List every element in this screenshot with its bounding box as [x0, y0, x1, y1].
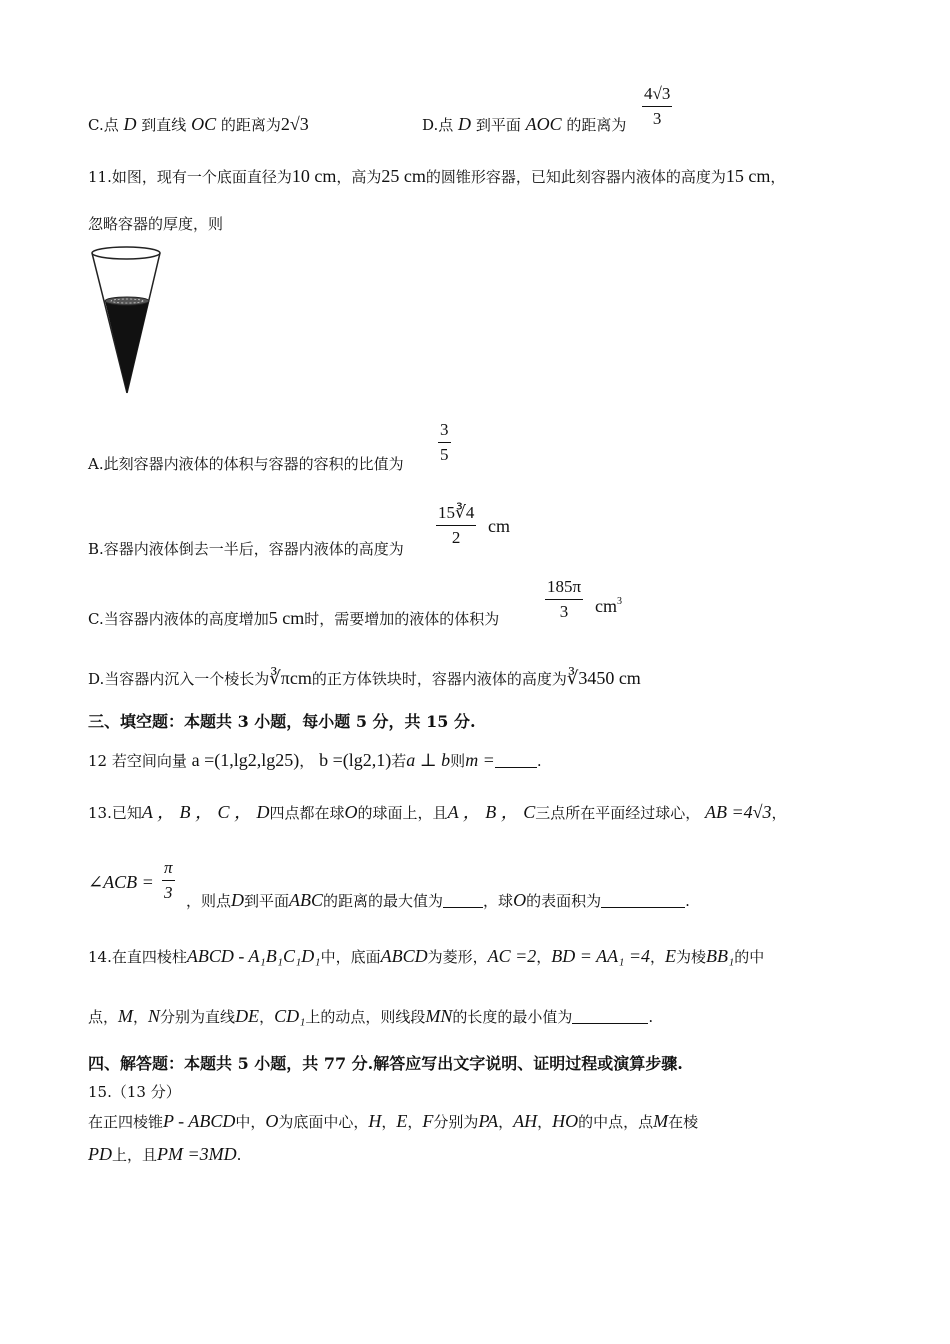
q15-pd: PD — [88, 1144, 112, 1164]
q11-option-a: A.此刻容器内液体的体积与容器的容积的比值为 — [88, 455, 404, 473]
q10-d-tail: 的距离为 — [566, 116, 627, 134]
q15-point-e: E — [396, 1111, 408, 1131]
q10-d-denominator: 3 — [652, 109, 662, 128]
q14-point-e: E — [665, 946, 676, 966]
q11-stem-line2: 忽略容器的厚度，则 — [88, 215, 224, 233]
q11-c-numerator: 185π — [545, 577, 583, 600]
q12-vector-b: b =(lg2,1) — [319, 750, 392, 770]
q10-c-mid: 到直线 — [141, 116, 187, 134]
q13-sphere-o-2: O — [513, 890, 527, 910]
q12 — [88, 750, 542, 771]
q12-comma: ， — [299, 752, 315, 770]
q12-text-b: 若 — [391, 752, 407, 770]
q10-option-d — [422, 114, 626, 135]
q15-pa: PA — [478, 1111, 499, 1131]
q13-ab: AB =4√3 — [705, 802, 772, 822]
q13-points-abcd: A ， B ， C ， D — [141, 802, 270, 822]
q11-a-fraction — [438, 420, 451, 465]
q14-comma-1: ， — [536, 948, 552, 966]
q10-d-fraction — [642, 84, 672, 129]
section-4-heading: 四、解答题：本题共 5 小题，共 77 分.解答应写出文字说明、证明过程或演算步骤. — [88, 1054, 683, 1073]
q11-d-label: D.当容器内沉入一个棱长为 — [88, 670, 270, 688]
q14-comma-4: ， — [259, 1008, 275, 1026]
q14-text-h: 的长度的最小值为 — [452, 1008, 573, 1026]
q10-c-value: 2√3 — [280, 114, 309, 134]
q11-a-numerator: 3 — [438, 420, 451, 443]
q15-ho: HO — [552, 1111, 579, 1131]
q13-text-a: 13.已知 — [88, 804, 142, 822]
q11-stem-b: ，高为 — [336, 168, 382, 186]
q13-angle: ∠ACB = — [88, 872, 154, 892]
q11-c-denominator: 3 — [559, 602, 569, 621]
q13-angle-numerator: π — [162, 858, 175, 881]
q11-option-c — [88, 608, 499, 629]
cone-container-figure — [88, 243, 166, 398]
q14-text-e: 的中 — [734, 948, 765, 966]
q12-m-eq: m = — [465, 750, 495, 770]
q10-c-point: D — [123, 114, 137, 134]
q11-c-fraction — [545, 577, 583, 622]
q14-line1 — [88, 946, 764, 967]
q15-pm: PM =3MD — [157, 1144, 237, 1164]
q11-c-unit-text: cm — [595, 596, 617, 616]
q12-perp: a ⊥ b — [406, 750, 451, 770]
q13-point-d: D — [231, 890, 245, 910]
q10-c-label: C.点 — [88, 116, 119, 134]
q15-point-f: F — [422, 1111, 434, 1131]
q15-text-e: 的中点，点 — [578, 1113, 654, 1131]
q10-d-label: D.点 — [422, 116, 454, 134]
q11-option-d — [88, 668, 641, 689]
q14-prism: ABCD - A₁B₁C₁D₁ — [186, 946, 321, 966]
q10-option-c — [88, 114, 309, 135]
q14-line-cd1: CD₁ — [274, 1006, 306, 1026]
q11-stem-c: 的圆锥形容器，已知此刻容器内液体的高度为 — [425, 168, 726, 186]
q13-line1 — [88, 802, 787, 823]
q12-end: . — [536, 752, 542, 770]
q11-height: 25 cm — [381, 166, 426, 186]
liquid-surface — [105, 297, 149, 305]
q11-liquid-height: 15 cm — [725, 166, 771, 186]
q14-edge-bb1: BB₁ — [706, 946, 735, 966]
q12-blank[interactable] — [495, 753, 537, 768]
q15-text-a: 在正四棱锥 — [88, 1113, 164, 1131]
q14-text-f: 分别为直线 — [160, 1008, 236, 1026]
q11-c-unit — [595, 592, 622, 616]
q14-comma-2: ， — [649, 948, 665, 966]
q13-blank-2[interactable] — [601, 893, 685, 908]
q13-plane-abc: ABC — [289, 890, 324, 910]
q13-angle-fraction — [162, 858, 175, 903]
q14-text-c: 为菱形， — [427, 948, 488, 966]
q14-point-n: N — [148, 1006, 161, 1026]
q13-angle-denominator: 3 — [164, 883, 173, 902]
q14-comma-3: ， — [133, 1008, 149, 1026]
cone-rim — [92, 247, 160, 259]
q11-d-mid: 的正方体铁块时，容器内液体的高度为 — [311, 670, 567, 688]
q14-line2-a: 点， — [88, 1008, 119, 1026]
q10-c-tail: 的距离为 — [220, 116, 281, 134]
q11-b-numerator: 15∛4 — [436, 503, 476, 526]
q10-d-plane: AOC — [525, 114, 562, 134]
q13-comma: ， — [771, 804, 787, 822]
q11-b-fraction — [436, 503, 476, 548]
q15-pyramid: P - ABCD — [163, 1111, 236, 1131]
q11-stem-a: 11.如图，现有一个底面直径为 — [88, 168, 292, 186]
q13-sphere-o: O — [344, 802, 358, 822]
q11-a-denominator: 5 — [440, 445, 449, 464]
q14-text-g: 上的动点，则线段 — [305, 1008, 426, 1026]
q15-line2 — [88, 1144, 241, 1165]
q15-point-o: O — [265, 1111, 279, 1131]
q14-ac: AC =2 — [487, 946, 537, 966]
q11-c-label: C.当容器内液体的高度增加 — [88, 610, 269, 628]
q15-text-d: 分别为 — [433, 1113, 479, 1131]
q13-points-abc: A ， B ， C — [447, 802, 536, 822]
q10-d-point: D — [458, 114, 472, 134]
q14-bd: BD = AA₁ =4 — [551, 946, 650, 966]
q12-vector-a: a =(1,lg2,lg25) — [191, 750, 300, 770]
q15-point-h: H — [368, 1111, 382, 1131]
q13-end: . — [685, 892, 690, 910]
q13-text-b: 四点都在球 — [269, 804, 345, 822]
q13-text-f: 到平面 — [244, 892, 290, 910]
q15-ah: AH — [513, 1111, 538, 1131]
q13-text-i: 的表面积为 — [526, 892, 602, 910]
q12-text-c: 则 — [450, 752, 466, 770]
q11-c-increase: 5 cm — [268, 608, 305, 628]
q14-text-b: 中，底面 — [320, 948, 381, 966]
q11-d-edge: ∛πcm — [269, 668, 312, 688]
q15-line1: 在正四棱锥P - ABCD中，O为底面中心，H，E，F分别为PA，AH，HO的中点，点M在棱 — [88, 1111, 699, 1131]
q15-text-f: 在棱 — [668, 1113, 699, 1131]
q11-d-value: ∛3450 cm — [566, 668, 641, 688]
q13-text-c: 的球面上，且 — [357, 804, 448, 822]
q15-point-m: M — [653, 1111, 669, 1131]
q13-text-g: 的距离的最大值为 — [323, 892, 444, 910]
q15-text-b: 中， — [235, 1113, 266, 1131]
q10-d-numerator: 4√3 — [642, 84, 672, 107]
q11-b-unit: cm — [488, 516, 510, 536]
q14-line2 — [88, 1006, 653, 1027]
q11-stem-d: ， — [770, 168, 786, 186]
q15-text-c: 为底面中心， — [278, 1113, 369, 1131]
q10-c-line: OC — [191, 114, 217, 134]
q13-text-e: ，则点 — [186, 892, 232, 910]
q14-text-a: 14.在直四棱柱 — [88, 948, 187, 966]
q11-stem — [88, 166, 785, 187]
q11-c-mid: 时，需要增加的液体的体积为 — [304, 610, 500, 628]
q14-text-d: 为棱 — [676, 948, 707, 966]
q14-base: ABCD — [380, 946, 428, 966]
q13-blank-1[interactable] — [443, 893, 483, 908]
q14-end: . — [648, 1008, 654, 1026]
q10-d-mid: 到平面 — [475, 116, 521, 134]
cone-liquid — [105, 301, 149, 393]
q11-b-denominator: 2 — [451, 528, 461, 547]
q11-c-unit-sup: 3 — [617, 596, 622, 607]
q12-text-a: 12 若空间向量 — [88, 752, 187, 770]
q11-diameter: 10 cm — [291, 166, 337, 186]
q15-end: . — [236, 1146, 242, 1164]
q13-text-h: ，球 — [483, 892, 514, 910]
q13-text-d: 三点所在平面经过球心， — [535, 804, 701, 822]
q14-segment-mn: MN — [425, 1006, 453, 1026]
q15-score: 15.（13 分） — [88, 1083, 181, 1101]
section-3-heading: 三、填空题：本题共 3 小题，每小题 5 分，共 15 分. — [88, 712, 476, 731]
q13-line2 — [186, 890, 690, 911]
q14-blank[interactable] — [572, 1009, 648, 1024]
q11-option-b: B.容器内液体倒去一半后，容器内液体的高度为 — [88, 540, 404, 558]
q14-line-de: DE — [235, 1006, 260, 1026]
q14-point-m: M — [118, 1006, 134, 1026]
q15-text-g: 上，且 — [112, 1146, 158, 1164]
